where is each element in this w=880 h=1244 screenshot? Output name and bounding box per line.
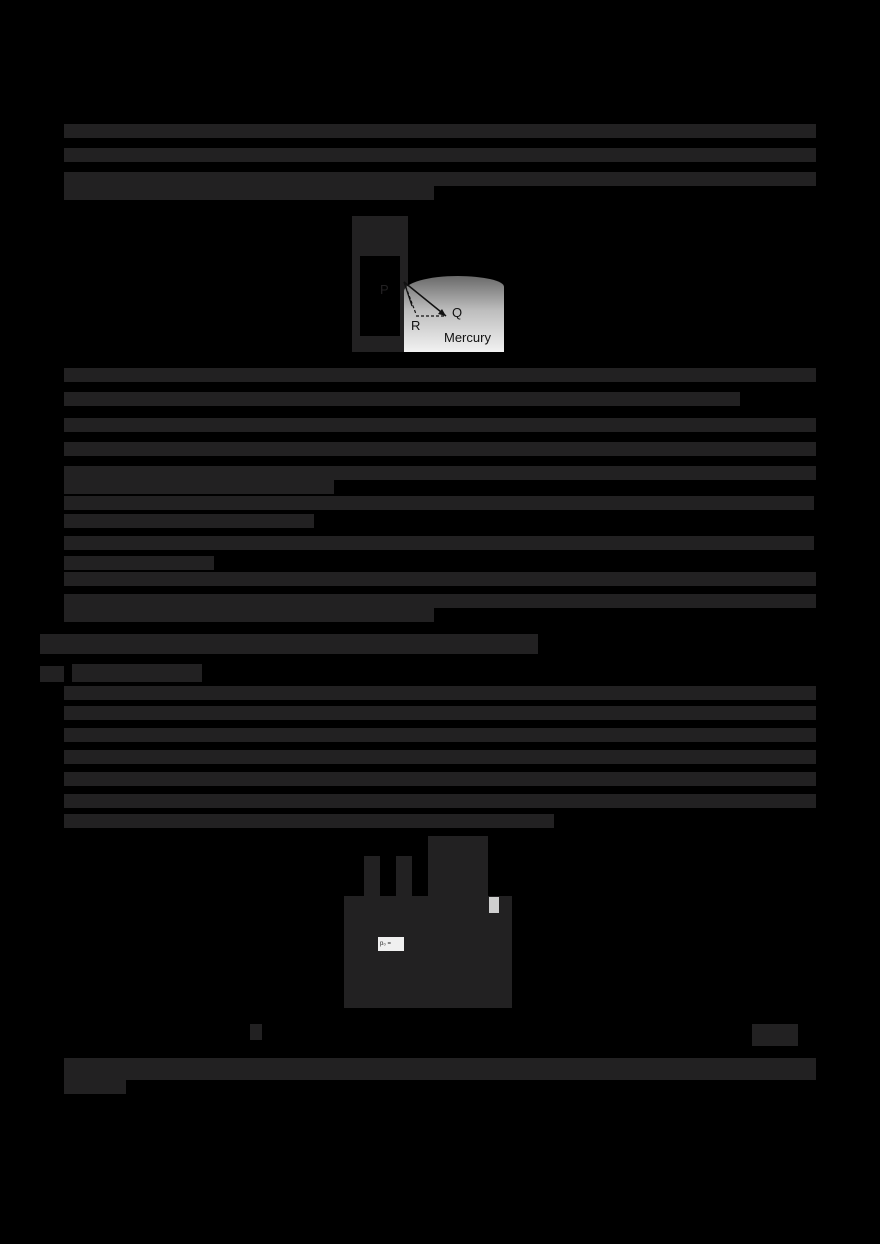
redacted-text-line bbox=[64, 706, 816, 720]
gauge-icon bbox=[489, 897, 499, 913]
redacted-text-line bbox=[64, 686, 816, 700]
redacted-text-line bbox=[64, 572, 816, 586]
redacted-text-line bbox=[64, 392, 740, 406]
redacted-footer-mark bbox=[250, 1024, 262, 1040]
redacted-text-line bbox=[64, 442, 816, 456]
redacted-text-line bbox=[64, 814, 554, 828]
redacted-text-line bbox=[64, 172, 816, 186]
redacted-text-line bbox=[64, 728, 816, 742]
redacted-text-line bbox=[64, 480, 334, 494]
redacted-question-number bbox=[40, 666, 64, 682]
apparatus-body bbox=[344, 896, 512, 1008]
label-q: Q bbox=[452, 305, 463, 320]
redacted-text-line bbox=[64, 794, 816, 808]
redacted-bullet-line bbox=[64, 536, 814, 550]
redacted-footer-mark bbox=[752, 1024, 798, 1046]
redacted-text-line bbox=[64, 124, 816, 138]
redacted-text-line bbox=[64, 466, 816, 480]
redacted-text-line bbox=[64, 186, 434, 200]
redacted-text-line bbox=[64, 514, 314, 528]
figure-mercury-capillary bbox=[352, 216, 504, 352]
redacted-question-title bbox=[72, 664, 202, 682]
redacted-text-line bbox=[64, 368, 816, 382]
redacted-text-line bbox=[64, 772, 816, 786]
redacted-text-line bbox=[64, 594, 816, 608]
gauge-loop bbox=[428, 836, 488, 896]
redacted-text-line bbox=[64, 1058, 816, 1080]
redacted-text-line bbox=[64, 1080, 126, 1094]
redacted-text-line bbox=[64, 750, 816, 764]
redacted-bullet-line bbox=[64, 496, 814, 510]
redacted-text-line bbox=[64, 418, 816, 432]
redacted-text-line bbox=[64, 608, 434, 622]
redacted-text-line bbox=[64, 148, 816, 162]
figure-apparatus bbox=[344, 836, 512, 1008]
redacted-section-heading bbox=[40, 634, 538, 654]
formula-label: p₀ = 2T/L bbox=[378, 937, 404, 951]
tube-1 bbox=[364, 856, 380, 906]
tube-2 bbox=[396, 856, 412, 906]
label-r: R bbox=[411, 318, 421, 333]
redacted-text-line bbox=[64, 556, 214, 570]
label-p: P bbox=[380, 282, 389, 297]
label-mercury: Mercury bbox=[444, 330, 491, 345]
